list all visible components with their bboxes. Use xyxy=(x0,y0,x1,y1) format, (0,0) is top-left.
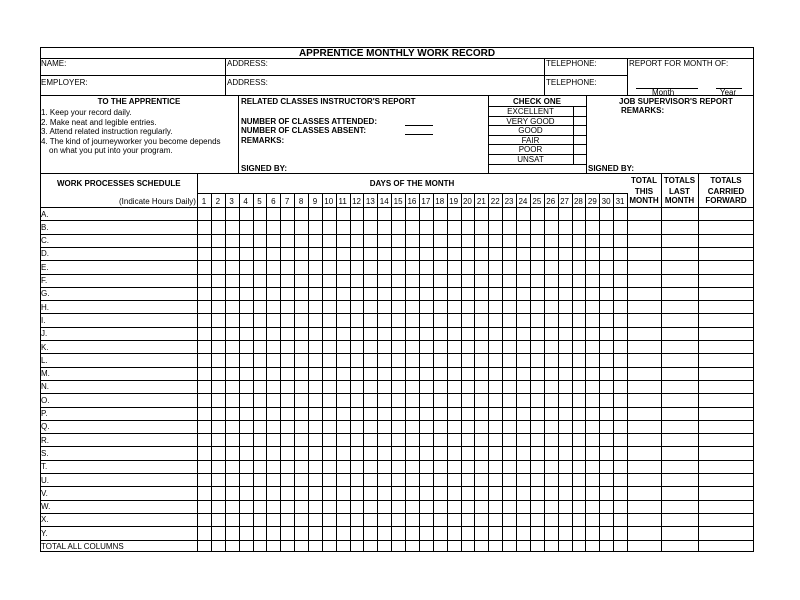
table-row-line xyxy=(40,513,754,514)
schedule-heading: WORK PROCESSES SCHEDULE xyxy=(57,179,181,188)
supervisor-signed-label: SIGNED BY: xyxy=(588,164,635,173)
row-label: E. xyxy=(41,262,49,272)
apprentice-item-2: 2. Make neat and legible entries. xyxy=(41,118,157,127)
apprentice-item-1: 1. Keep your record daily. xyxy=(41,108,132,117)
day-number: 31 xyxy=(615,197,625,206)
month-label: Month xyxy=(652,88,675,97)
instructor-remarks-label: REMARKS: xyxy=(241,136,285,145)
table-row-line xyxy=(40,526,754,527)
row-label: N. xyxy=(41,382,49,392)
row-label: D. xyxy=(41,249,49,259)
day-number: 23 xyxy=(504,197,514,206)
day-number: 15 xyxy=(393,197,403,206)
middle-vline-3 xyxy=(586,95,587,173)
day-number: 19 xyxy=(449,197,459,206)
supervisor-heading: JOB SUPERVISOR'S REPORT xyxy=(619,97,733,106)
row-label: R. xyxy=(41,435,49,445)
totals-last-month-header xyxy=(661,175,698,197)
row-label: L. xyxy=(41,355,48,365)
year-label: Year xyxy=(720,88,737,97)
row-label: O. xyxy=(41,395,50,405)
day-number: 26 xyxy=(546,197,556,206)
header-vline-1 xyxy=(225,58,226,95)
totals-carried-forward-line-1: TOTALS xyxy=(710,176,742,185)
table-row-line xyxy=(40,220,754,221)
day-number: 22 xyxy=(490,197,500,206)
total-this-month-header xyxy=(627,175,661,197)
middle-vline-1 xyxy=(238,95,239,173)
footer-line xyxy=(40,540,754,541)
totals-last-month-line-1: TOTALS xyxy=(663,176,696,185)
row-label: S. xyxy=(41,448,49,458)
check-option-fair: FAIR xyxy=(521,136,540,145)
day-number: 27 xyxy=(560,197,569,206)
table-row-line xyxy=(40,287,754,288)
row-label: I. xyxy=(41,315,46,325)
totals-carried-forward-line-2: CARRIED xyxy=(707,187,745,196)
header-vline-3 xyxy=(627,58,628,95)
row-label: M. xyxy=(41,369,50,379)
table-row-line xyxy=(40,473,754,474)
days-heading-line xyxy=(197,193,627,194)
row-label: J. xyxy=(41,329,48,339)
day-number: 10 xyxy=(324,197,334,206)
table-row-line xyxy=(40,247,754,248)
classes-attended-label: NUMBER OF CLASSES ATTENDED: xyxy=(241,117,377,126)
day-column-line xyxy=(197,173,198,552)
supervisor-remarks-label: REMARKS: xyxy=(621,106,665,115)
report-month-label: REPORT FOR MONTH OF: xyxy=(629,59,729,68)
total-this-month-line-1: TOTAL xyxy=(631,176,657,185)
day-number: 4 xyxy=(243,197,248,206)
row-label: G. xyxy=(41,289,50,299)
classes-attended-line xyxy=(405,125,433,126)
row-label: H. xyxy=(41,302,49,312)
day-number: 21 xyxy=(476,197,486,206)
header-divider xyxy=(40,75,627,76)
day-number: 2 xyxy=(215,197,221,206)
day-number: 12 xyxy=(352,197,361,206)
table-row-line xyxy=(40,340,754,341)
day-number: 1 xyxy=(201,197,207,206)
row-label: T. xyxy=(41,462,48,472)
row-label: V. xyxy=(41,488,48,498)
totals-carried-forward-line-3: FORWARD xyxy=(705,196,747,205)
table-row-line xyxy=(40,500,754,501)
total-this-month-line-2: THIS xyxy=(634,187,654,196)
table-row-line xyxy=(40,433,754,434)
classes-absent-label: NUMBER OF CLASSES ABSENT: xyxy=(241,126,367,135)
check-option-very-good: VERY GOOD xyxy=(506,117,555,126)
day-number: 30 xyxy=(601,197,611,206)
row-label: Y. xyxy=(41,528,48,538)
table-row-line xyxy=(40,313,754,314)
day-number: 24 xyxy=(518,197,528,206)
middle-bottom-line xyxy=(40,173,754,174)
table-row-line xyxy=(40,393,754,394)
row-label: B. xyxy=(41,222,49,232)
row-label: W. xyxy=(41,502,51,512)
table-row-line xyxy=(40,327,754,328)
header-bottom-line xyxy=(40,95,754,96)
day-number: 29 xyxy=(587,197,597,206)
day-number: 14 xyxy=(379,197,389,206)
table-row-line xyxy=(40,353,754,354)
day-number: 28 xyxy=(573,197,583,206)
row-label: X. xyxy=(41,515,49,525)
check-heading: CHECK ONE xyxy=(512,97,561,106)
totals-last-month-line-2: LAST xyxy=(669,187,690,196)
day-number: 17 xyxy=(421,197,431,206)
totals-carried-forward-header xyxy=(698,175,754,197)
check-option-poor: POOR xyxy=(518,145,543,154)
row-label: U. xyxy=(41,475,49,485)
header-vline-2 xyxy=(544,58,545,95)
total-this-month-line-3: MONTH xyxy=(629,196,659,205)
row-label: Q. xyxy=(41,422,50,432)
telephone-label: TELEPHONE: xyxy=(546,59,597,68)
table-row-line xyxy=(40,420,754,421)
day-number: 8 xyxy=(298,197,304,206)
table-row-line xyxy=(40,260,754,261)
day-number: 11 xyxy=(338,197,347,206)
table-row-line xyxy=(40,274,754,275)
day-number: 3 xyxy=(229,197,234,206)
address-label: ADDRESS: xyxy=(227,59,268,68)
table-row-line xyxy=(40,460,754,461)
apprentice-item-3: 3. Attend related instruction regularly. xyxy=(41,127,173,136)
address2-label: ADDRESS: xyxy=(227,78,268,87)
total-all-columns-label: TOTAL ALL COLUMNS xyxy=(41,542,124,551)
instructor-heading: RELATED CLASSES INSTRUCTOR'S REPORT xyxy=(241,97,416,106)
form-title: APPRENTICE MONTHLY WORK RECORD xyxy=(298,48,496,59)
telephone2-label: TELEPHONE: xyxy=(546,78,597,87)
row-label: A. xyxy=(41,209,49,219)
day-number: 13 xyxy=(365,197,375,206)
apprentice-heading: TO THE APPRENTICE xyxy=(97,97,181,106)
row-label: K. xyxy=(41,342,49,352)
totals-last-month-line-3: MONTH xyxy=(664,196,695,205)
instructor-signed-label: SIGNED BY: xyxy=(241,164,288,173)
table-row-line xyxy=(40,446,754,447)
name-label: NAME: xyxy=(41,59,67,68)
row-label: F. xyxy=(41,276,48,285)
table-row-line xyxy=(40,380,754,381)
day-number: 9 xyxy=(312,197,318,206)
day-number: 7 xyxy=(284,197,290,206)
table-row-line xyxy=(40,407,754,408)
check-row-line-6 xyxy=(488,164,586,165)
day-number: 6 xyxy=(271,197,276,206)
schedule-subheading: (Indicate Hours Daily) xyxy=(119,197,196,206)
day-number: 16 xyxy=(407,197,417,206)
employer-label: EMPLOYER: xyxy=(41,78,88,87)
check-option-unsat: UNSAT xyxy=(517,155,544,164)
total-column-line xyxy=(661,173,662,552)
day-number: 25 xyxy=(532,197,542,206)
classes-absent-line xyxy=(405,134,433,135)
table-row-line xyxy=(40,300,754,301)
day-number: 18 xyxy=(435,197,445,206)
table-row-line xyxy=(40,367,754,368)
check-option-good: GOOD xyxy=(518,126,543,135)
days-heading: DAYS OF THE MONTH xyxy=(369,179,455,188)
row-label: P. xyxy=(41,409,48,418)
apprentice-item-5: on what you put into your program. xyxy=(49,146,173,155)
row-label: C. xyxy=(41,236,49,246)
total-column-line xyxy=(698,173,699,552)
schedule-header-line xyxy=(40,207,754,208)
apprentice-item-4: 4. The kind of journeyworker you become depends xyxy=(41,137,221,146)
day-number: 20 xyxy=(462,197,472,206)
table-row-line xyxy=(40,486,754,487)
table-row-line xyxy=(40,234,754,235)
check-option-excellent: EXCELLENT xyxy=(507,107,554,116)
day-number: 5 xyxy=(257,197,262,206)
